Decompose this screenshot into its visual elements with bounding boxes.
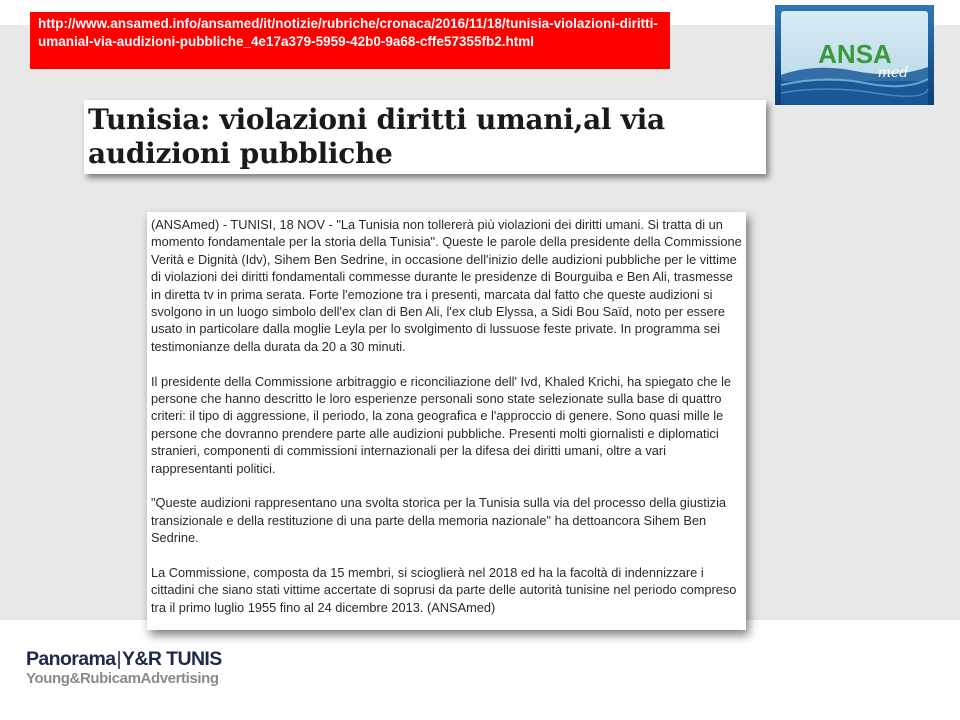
brand-right: Y&R TUNIS	[121, 648, 222, 670]
source-url-box	[30, 12, 670, 69]
article-headline: Tunisia: violazioni diritti umani,al via audizioni pubbliche	[84, 100, 766, 174]
brand-left: Panorama	[26, 648, 116, 670]
ansamed-logo-graphic	[775, 5, 934, 105]
logo-sub-text: med	[877, 65, 909, 81]
footer-brand	[26, 647, 222, 687]
article-paragraph: (ANSAmed) - TUNISI, 18 NOV - "La Tunisia non tollererà più violazioni dei diritti umani. Si tratta di un momento fondamentale per la storia della Tunisia". Queste le parole della presidente della Commissione Verità e Dignità (Idv), Sihem Ben Sedrine, in occasione dell'inizio delle audizioni pubbliche per le vittime di violazioni dei diritti fondamentali commesse durante le presidenze di Bourguiba e Ben Ali, trasmesse in diretta tv in prima serata. Forte l'emozione tra i presenti, marcata dal fatto che queste audizioni si svolgono in un luogo simbolo dell'ex clan di Ben Ali, l'ex club Elyssa, a Sidi Bou Saïd, noto per essere usato in particolare dalla moglie Leyla per lo svolgimento di lussuose feste private. In programma sei testimonianze della durata da 20 a 30 minuti.	[151, 217, 742, 354]
brand-title	[26, 647, 222, 671]
brand-tagline: Young&RubicamAdvertising	[26, 670, 219, 687]
source-url-text: http://www.ansamed.info/ansamed/it/notizie/rubriche/cronaca/2016/11/18/tunisia-violazioni-diritti-umanial-via-audizioni-pubbliche_4e17a379-5959-42b0-9a68-cffe57355fb2.html	[38, 16, 658, 49]
article-paragraph: La Commissione, composta da 15 membri, si scioglierà nel 2018 ed ha la facoltà di indennizzare i cittadini che siano stati vittime accertate di soprusi da parte delle autorità tunisine nel periodo compreso tra il primo luglio 1955 fino al 24 dicembre 2013. (ANSAmed)	[151, 565, 737, 615]
article-paragraph: Il presidente della Commissione arbitraggio e riconciliazione dell' Ivd, Khaled Krichi, ha spiegato che le persone che hanno descritto le loro esperienze personali sono state selezionate sulla base di quattro criteri: il tipo di aggressione, il periodo, la zona geografica e l'approccio di genere. Sono quasi mille le persone che dovranno prendere parte alle audizioni pubbliche. Presenti molti giornalisti e diplomatici stranieri, componenti di commissioni internazionali per la difesa dei diritti umani, oltre a vari rappresentanti politici.	[151, 373, 732, 476]
article-body	[147, 212, 746, 630]
article-paragraph: "Queste audizioni rappresentano una svolta storica per la Tunisia sulla via del processo della giustizia transizionale e della restituzione di una parte della memoria nazionale" ha dettoancora Sihem Ben Sedrine.	[151, 495, 727, 546]
logo-name-text: ANSA	[818, 39, 892, 69]
ansamed-logo	[775, 5, 934, 105]
brand-separator: |	[116, 648, 121, 670]
